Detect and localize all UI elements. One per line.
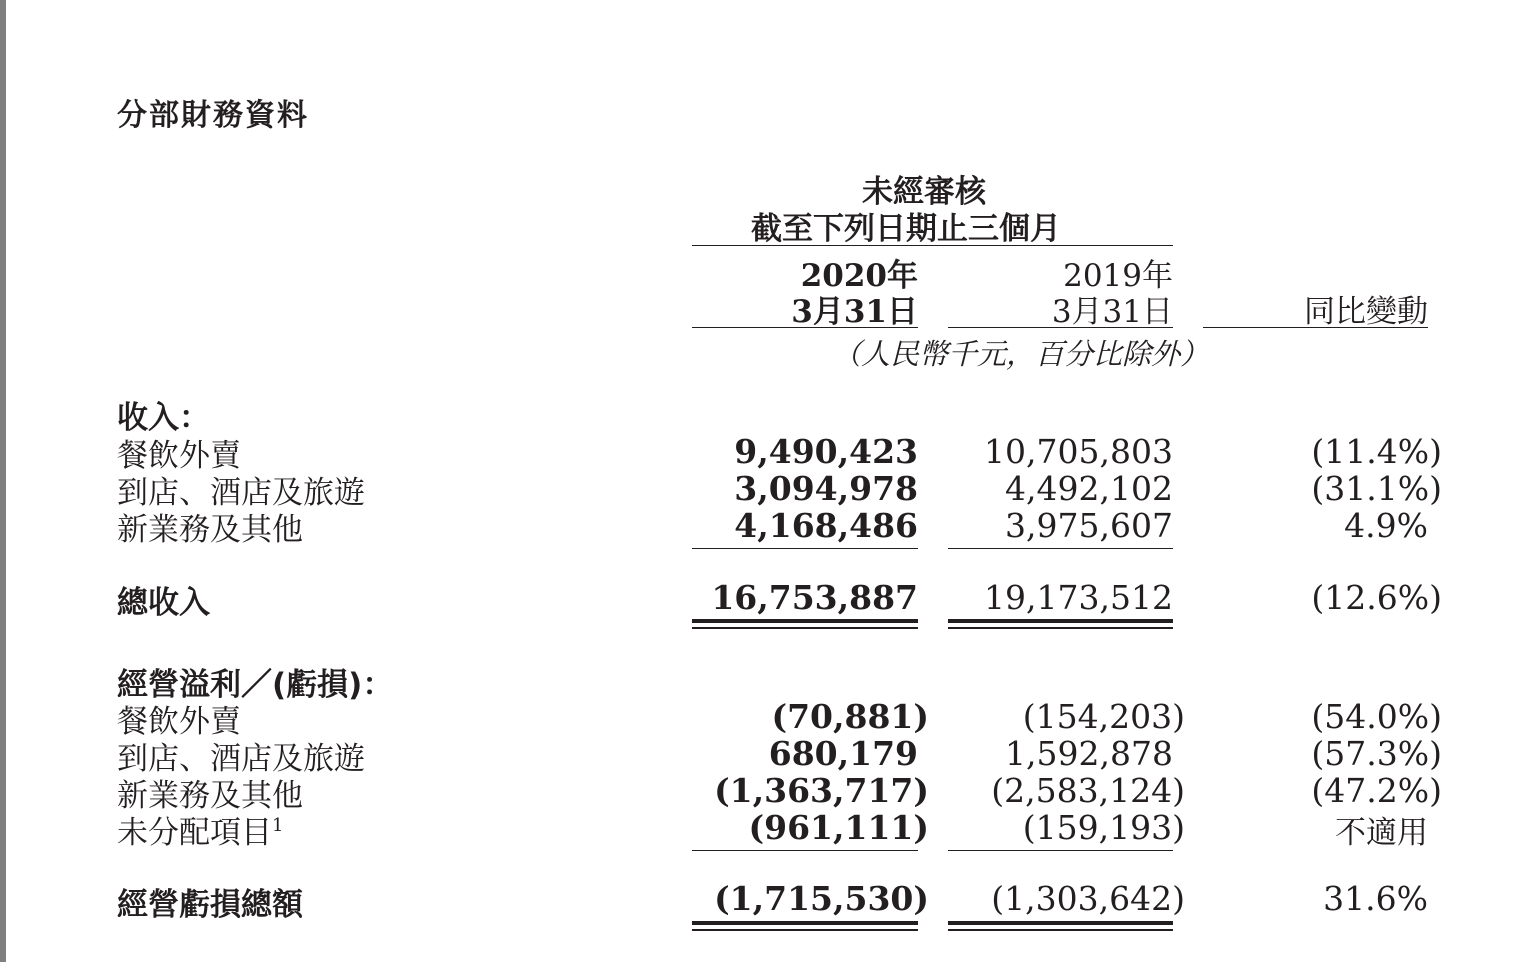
operating-row-2020: (1,363,717) [714,771,929,810]
operating-row-label [117,807,283,852]
operating-row-2019: (154,203) [1022,697,1185,736]
period-label: 截至下列日期止三個月 [751,211,1061,247]
operating-heading: 經營溢利／(虧損)： [117,667,394,703]
operating-row-change: (47.2%) [1311,771,1442,810]
total-revenue-double-rule [692,627,918,629]
revenue-row-change: (11.4%) [1311,432,1442,471]
total-operating-double-rule [692,929,918,931]
total-operating-double-rule [948,921,1173,925]
total-operating-loss-2020: (1,715,530) [714,879,929,918]
revenue-row-label: 到店、酒店及旅遊 [117,475,365,511]
total-revenue-change: (12.6%) [1311,578,1442,617]
operating-row-2019: (2,583,124) [991,771,1185,810]
operating-row-2019: 1,592,878 [1005,734,1173,773]
unit-note: （人民幣千元，百分比除外） [832,337,1210,371]
operating-subtotal-rule [948,850,1173,851]
operating-row-label: 新業務及其他 [117,778,303,814]
total-revenue-label: 總收入 [117,585,210,621]
audit-label: 未經審核 [862,174,986,210]
revenue-subtotal-rule [948,548,1173,549]
revenue-row-2019: 4,492,102 [1005,469,1173,508]
total-operating-double-rule [948,929,1173,931]
operating-row-label: 餐飲外賣 [117,704,241,740]
operating-row-2020: (70,881) [771,697,929,736]
total-revenue-double-rule [692,619,918,623]
operating-row-change: (54.0%) [1311,697,1442,736]
total-revenue-2020: 16,753,887 [711,578,918,617]
col1-year: 2020年 [800,258,918,294]
operating-row-2020: (961,111) [748,808,929,847]
revenue-row-2019: 3,975,607 [1005,506,1173,545]
col1-date: 3月31日 [791,294,918,330]
operating-row-label: 到店、酒店及旅遊 [117,741,365,777]
revenue-row-label: 餐飲外賣 [117,438,241,474]
revenue-row-label: 新業務及其他 [117,512,303,548]
col3-header: 同比變動 [1304,294,1428,330]
col1-header-rule [692,327,918,328]
col2-header-rule [948,327,1173,328]
operating-row-change: 不適用 [1335,815,1428,851]
unallocated-label: 未分配項目 [117,815,272,851]
revenue-row-2019: 10,705,803 [984,432,1173,471]
operating-row-2019: (159,193) [1022,808,1185,847]
total-operating-loss-label: 經營虧損總額 [117,887,303,923]
revenue-row-2020: 9,490,423 [734,432,918,471]
total-operating-loss-change: 31.6% [1323,879,1428,918]
total-revenue-double-rule [948,619,1173,623]
total-revenue-2019: 19,173,512 [984,578,1173,617]
revenue-heading: 收入： [117,400,210,436]
col2-year: 2019年 [1063,258,1173,294]
revenue-row-change: (31.1%) [1311,469,1442,508]
revenue-row-change: 4.9% [1344,506,1428,545]
total-operating-double-rule [692,921,918,925]
page-edge-bar [0,0,6,962]
revenue-row-2020: 4,168,486 [734,506,918,545]
col2-date: 3月31日 [1051,294,1173,330]
operating-row-change: (57.3%) [1311,734,1442,773]
operating-row-2020: 680,179 [768,734,918,773]
section-title: 分部財務資料 [117,98,309,133]
footnote-marker: 1 [272,815,284,836]
operating-subtotal-rule [692,850,918,851]
revenue-subtotal-rule [692,548,918,549]
total-operating-loss-2019: (1,303,642) [991,879,1185,918]
revenue-row-2020: 3,094,978 [734,469,918,508]
total-revenue-double-rule [948,627,1173,629]
col3-header-rule [1203,327,1428,328]
header-rule [692,245,1173,246]
